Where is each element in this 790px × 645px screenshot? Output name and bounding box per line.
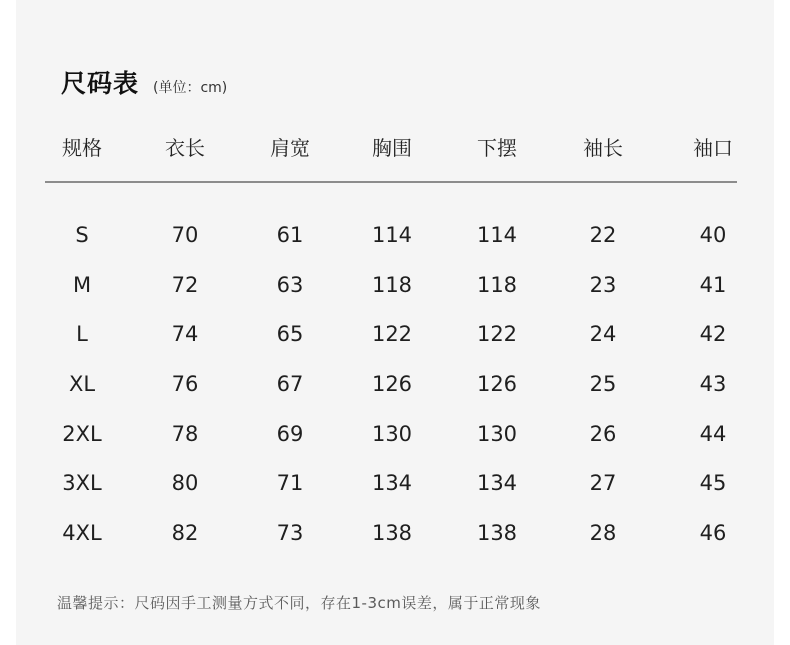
cell-size: XL: [68, 371, 96, 396]
table-row: [30, 458, 774, 508]
cell-chest: 134: [371, 471, 413, 496]
header-cuff: 袖口: [693, 135, 733, 160]
cell-sleeve-length: 25: [589, 371, 617, 396]
cell-shoulder: 65: [276, 322, 304, 347]
cell-chest: 114: [371, 222, 413, 247]
cell-size: L: [76, 322, 88, 347]
page-title: 尺码表: [61, 69, 140, 98]
cell-length: 80: [171, 471, 199, 496]
cell-shoulder: 61: [276, 222, 304, 247]
header-hem: 下摆: [477, 135, 517, 160]
cell-cuff: 42: [699, 322, 727, 347]
cell-sleeve-length: 24: [589, 322, 617, 347]
cell-cuff: 43: [699, 371, 727, 396]
cell-chest: 126: [371, 371, 413, 396]
measurement-note: 温馨提示：尺码因手工测量方式不同，存在1-3cm误差，属于正常现象: [57, 594, 541, 612]
cell-hem: 138: [476, 520, 518, 545]
size-table-header: [30, 120, 774, 172]
cell-sleeve-length: 23: [589, 272, 617, 297]
cell-cuff: 44: [699, 421, 727, 446]
cell-length: 82: [171, 520, 199, 545]
cell-chest: 122: [371, 322, 413, 347]
cell-chest: 130: [371, 421, 413, 446]
cell-cuff: 41: [699, 272, 727, 297]
table-row: [30, 309, 774, 359]
cell-length: 70: [171, 222, 199, 247]
cell-hem: 134: [476, 471, 518, 496]
header-size: 规格: [62, 135, 102, 160]
table-row: [30, 359, 774, 409]
cell-length: 78: [171, 421, 199, 446]
header-chest: 胸围: [372, 135, 412, 160]
header-sleeve-length: 袖长: [583, 135, 623, 160]
cell-size: S: [75, 222, 89, 247]
unit-label: (单位：cm): [153, 80, 228, 96]
cell-sleeve-length: 27: [589, 471, 617, 496]
cell-hem: 130: [476, 421, 518, 446]
cell-sleeve-length: 28: [589, 520, 617, 545]
cell-length: 72: [171, 272, 199, 297]
cell-size: 3XL: [62, 471, 102, 496]
table-row: [30, 210, 774, 260]
cell-shoulder: 67: [276, 371, 304, 396]
cell-hem: 114: [476, 222, 518, 247]
cell-chest: 138: [371, 520, 413, 545]
size-chart-card: [16, 0, 774, 645]
cell-size: 2XL: [62, 421, 102, 446]
header-length: 衣长: [165, 135, 205, 160]
cell-shoulder: 69: [276, 421, 304, 446]
header-shoulder: 肩宽: [270, 135, 310, 160]
header-divider: [45, 181, 737, 183]
title-row: [61, 64, 227, 100]
cell-shoulder: 71: [276, 471, 304, 496]
cell-size: 4XL: [62, 520, 102, 545]
table-row: [30, 409, 774, 459]
cell-cuff: 46: [699, 520, 727, 545]
cell-size: M: [72, 272, 92, 297]
cell-cuff: 40: [699, 222, 727, 247]
cell-shoulder: 73: [276, 520, 304, 545]
header-row: [30, 120, 774, 172]
cell-hem: 118: [476, 272, 518, 297]
cell-sleeve-length: 22: [589, 222, 617, 247]
cell-sleeve-length: 26: [589, 421, 617, 446]
table-row: [30, 508, 774, 558]
cell-hem: 122: [476, 322, 518, 347]
size-table-body: [30, 210, 774, 558]
cell-cuff: 45: [699, 471, 727, 496]
cell-hem: 126: [476, 371, 518, 396]
cell-shoulder: 63: [276, 272, 304, 297]
cell-chest: 118: [371, 272, 413, 297]
cell-length: 76: [171, 371, 199, 396]
table-row: [30, 260, 774, 310]
cell-length: 74: [171, 322, 199, 347]
